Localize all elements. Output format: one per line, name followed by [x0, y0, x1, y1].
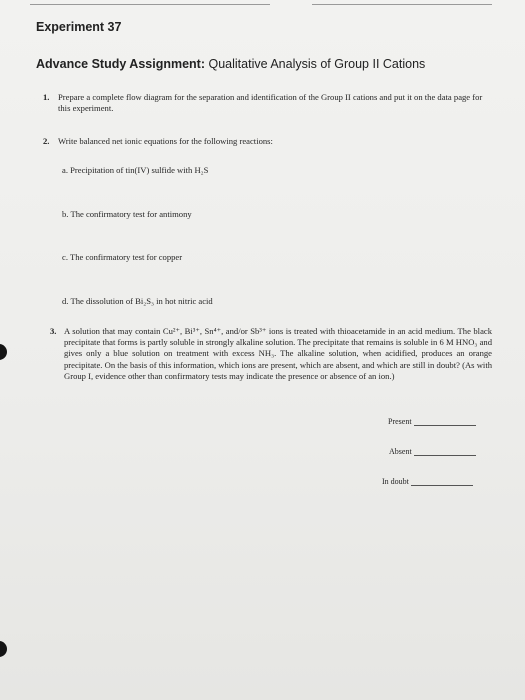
doubt-label: In doubt: [382, 477, 409, 486]
q2-part-d: d. The dissolution of Bi₂S₃ in hot nitric acid: [62, 296, 213, 306]
q1-number: 1.: [43, 92, 50, 102]
assignment-topic: Qualitative Analysis of Group II Cations: [208, 57, 426, 71]
q2-part-a: a. Precipitation of tin(IV) sulfide with H₂S: [62, 165, 209, 175]
absent-answer-line[interactable]: [414, 447, 476, 456]
q2-number: 2.: [43, 136, 50, 146]
binder-hole-lower: [0, 641, 7, 657]
present-label: Present: [388, 417, 412, 426]
present-answer-row: [388, 417, 476, 426]
doubt-answer-row: [382, 477, 473, 486]
top-border-rule-right: [312, 4, 492, 5]
present-answer-line[interactable]: [414, 417, 476, 426]
absent-label: Absent: [389, 447, 412, 456]
absent-answer-row: [389, 447, 476, 456]
q2-text: Write balanced net ionic equations for the following reactions:: [58, 136, 273, 146]
doubt-answer-line[interactable]: [411, 477, 473, 486]
assignment-heading: [36, 57, 425, 71]
binder-hole-upper: [0, 344, 7, 360]
q2-part-b: b. The confirmatory test for antimony: [62, 209, 192, 219]
q1-text: Prepare a complete flow diagram for the separation and identification of the Group II cations and put it on the data page for this experiment.: [58, 92, 483, 114]
q3-number: 3.: [50, 326, 57, 336]
top-border-rule-left: [30, 4, 270, 5]
q3-text: A solution that may contain Cu²⁺, Bi³⁺, Sn⁴⁺, and/or Sb³⁺ ions is treated with thioacetamide in an acid medium. The black precipitate that forms is partly soluble in strongly alkaline solution. The precipitate that remains is soluble in 6 M HNO₃ and gives only a blue solution on treatment with excess NH₃. The alkaline solution, when acidified, produces an orange precipitate. On the basis of this information, which ions are present, which are absent, and which are still in doubt? (As with Group I, evidence other than confirmatory tests may indicate the presence or absence of an ion.): [64, 326, 492, 381]
assignment-label: Advance Study Assignment:: [36, 57, 206, 71]
q2-part-c: c. The confirmatory test for copper: [62, 252, 183, 262]
experiment-title: Experiment 37: [36, 20, 122, 34]
